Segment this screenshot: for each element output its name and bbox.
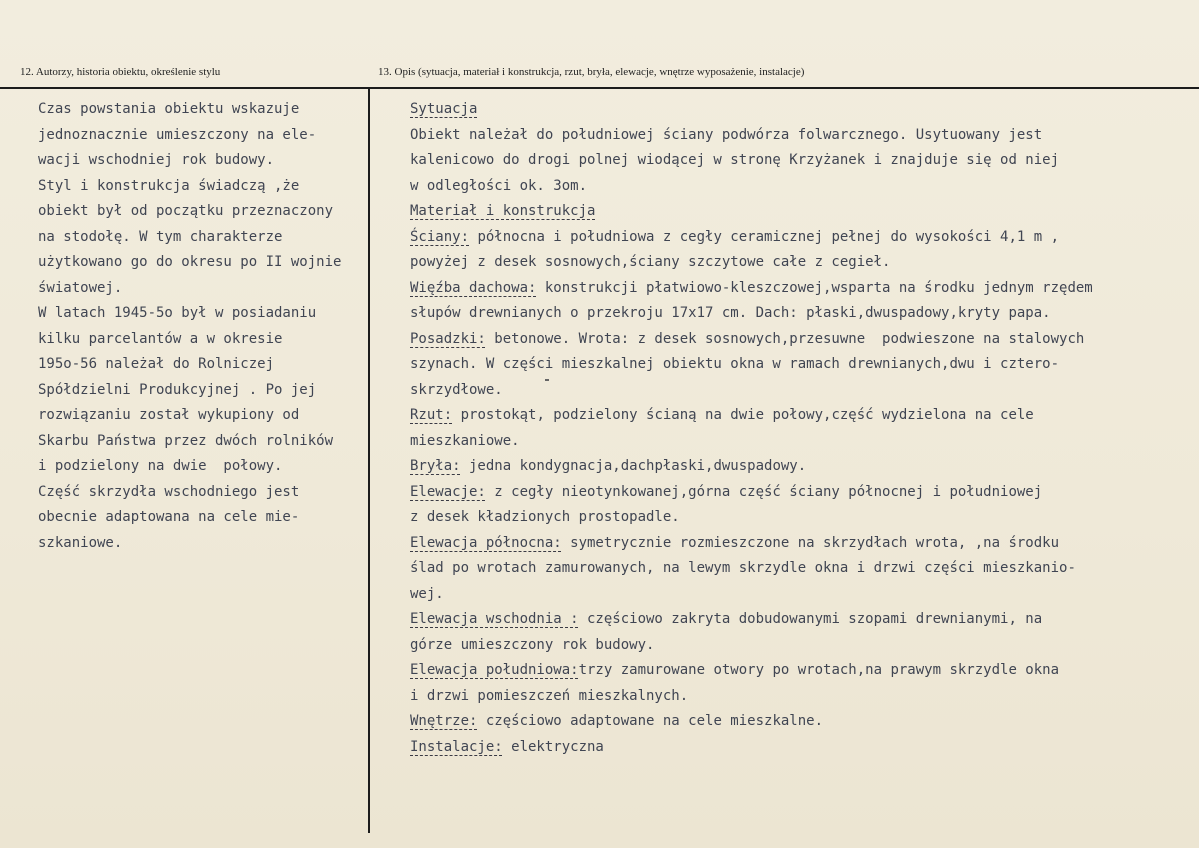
field-text: kalenicowo do drogi polnej wiodącej w stronę Krzyżanek i znajduje się od niej — [410, 152, 1060, 168]
field-label: Sytuacja — [410, 101, 478, 117]
history-line: W latach 1945-5o był w posiadaniu — [38, 305, 317, 321]
description-line — [410, 97, 1093, 123]
description-line — [410, 607, 1093, 633]
history-line: światowej. — [38, 279, 123, 296]
stray-mark — [545, 379, 549, 381]
history-line: Styl i konstrukcja świadczą ,że — [38, 177, 300, 194]
field-text: górze umieszczony rok budowy. — [410, 636, 655, 653]
description-line — [410, 225, 1093, 251]
field-text: Obiekt należał do południowej ściany podwórza folwarcznego. Usytuowany jest — [410, 126, 1043, 143]
description-line — [410, 454, 1093, 480]
field-text: wej. — [410, 585, 444, 602]
description-line — [410, 582, 1093, 608]
section-13-header: 13. Opis (sytuacja, materiał i konstrukcja, rzut, bryła, elewacje, wnętrze wyposażenie, instalacje) — [378, 66, 805, 78]
history-line: wacji wschodniej rok budowy. — [38, 152, 275, 168]
field-text: szynach. W części mieszkalnej obiektu okna w ramach drewnianych,dwu i cztero- — [410, 356, 1060, 372]
history-line: Spółdzielni Produkcyjnej . Po jej — [38, 381, 317, 398]
description-line — [410, 429, 1093, 455]
description-line — [410, 378, 1093, 404]
history-line: na stodołę. W tym charakterze — [38, 228, 283, 245]
description-line — [410, 123, 1093, 149]
description-line — [410, 148, 1093, 174]
description-line — [410, 709, 1093, 735]
field-label: Elewacja północna: — [410, 534, 562, 551]
history-line: obecnie adaptowana na cele mie- — [38, 509, 300, 525]
field-text: betonowe. Wrota: z desek sosnowych,przesuwne podwieszone na stalowych — [485, 330, 1085, 347]
description-line — [410, 403, 1093, 429]
field-label: Posadzki: — [410, 330, 486, 347]
field-text: trzy zamurowane otwory po wrotach,na prawym skrzydle okna — [578, 662, 1060, 678]
field-text: z cegły nieotynkowanej,górna część ściany północnej i południowej — [485, 483, 1043, 500]
description-line — [410, 505, 1093, 531]
field-text: elektryczna — [502, 738, 604, 755]
history-line: 195o-56 należał do Rolniczej — [38, 356, 275, 372]
description-line — [410, 250, 1093, 276]
history-line: kilku parcelantów a w okresie — [38, 330, 283, 347]
history-line: użytkowano go do okresu po II wojnie — [38, 254, 342, 270]
history-line: Skarbu Państwa przez dwóch rolników — [38, 432, 334, 449]
history-line: szkaniowe. — [38, 534, 123, 551]
field-label: Ściany: — [410, 228, 470, 245]
field-label: Elewacje: — [410, 483, 486, 500]
history-line: i podzielony na dwie połowy. — [38, 458, 283, 474]
description-line — [410, 658, 1093, 684]
field-text: prostokąt, podzielony ścianą na dwie połowy,część wydzielona na cele — [452, 407, 1034, 423]
field-label: Elewacja południowa: — [410, 662, 579, 678]
field-text: częściowo zakryta dobudowanymi szopami drewnianymi, na — [578, 611, 1043, 627]
field-text: konstrukcji płatwiowo-kleszczowej,wsparta na środku jednym rzędem — [536, 279, 1093, 296]
section-12-header: 12. Autorzy, historia obiektu, określenie stylu — [20, 66, 221, 78]
description-line — [410, 480, 1093, 506]
history-line: Czas powstania obiektu wskazuje — [38, 101, 300, 117]
field-text: częściowo adaptowane na cele mieszkalne. — [477, 713, 824, 729]
field-text: słupów drewnianych o przekroju 17x17 cm. Dach: płaski,dwuspadowy,kryty papa. — [410, 305, 1051, 321]
field-label: Materiał i konstrukcja — [410, 203, 596, 219]
history-line: rozwiązaniu został wykupiony od — [38, 407, 300, 423]
vertical-rule — [368, 87, 370, 833]
field-label: Instalacje: — [410, 738, 503, 755]
field-label: Bryła: — [410, 458, 461, 474]
field-text: skrzydłowe. — [410, 381, 503, 398]
field-text: z desek kładzionych prostopadle. — [410, 509, 680, 525]
description-line — [410, 684, 1093, 710]
field-text: powyżej z desek sosnowych,ściany szczytowe całe z cegieł. — [410, 254, 891, 270]
field-text: i drzwi pomieszczeń mieszkalnych. — [410, 687, 689, 704]
horizontal-rule — [0, 87, 1199, 89]
history-column — [38, 97, 341, 556]
description-line — [410, 174, 1093, 200]
field-label: Wnętrze: — [410, 713, 478, 729]
field-text: w odległości ok. 3om. — [410, 177, 588, 194]
description-line — [410, 301, 1093, 327]
field-text: mieszkaniowe. — [410, 432, 520, 449]
field-text: jedna kondygnacja,dachpłaski,dwuspadowy. — [460, 458, 807, 474]
description-line — [410, 556, 1093, 582]
description-line — [410, 735, 1093, 761]
field-text: północna i południowa z cegły ceramicznej pełnej do wysokości 4,1 m , — [469, 228, 1060, 245]
field-text: ślad po wrotach zamurowanych, na lewym skrzydle okna i drzwi części mieszkanio- — [410, 560, 1076, 576]
field-text: symetrycznie rozmieszczone na skrzydłach wrota, ,na środku — [561, 534, 1060, 551]
field-label: Więźba dachowa: — [410, 279, 537, 296]
field-label: Elewacja wschodnia : — [410, 611, 579, 627]
field-label: Rzut: — [410, 407, 453, 423]
description-line — [410, 633, 1093, 659]
history-line: jednoznacznie umieszczony na ele- — [38, 126, 317, 143]
history-line: Część skrzydła wschodniego jest — [38, 483, 300, 500]
description-line — [410, 327, 1093, 353]
history-line: obiekt był od początku przeznaczony — [38, 203, 334, 219]
description-line — [410, 531, 1093, 557]
description-line — [410, 199, 1093, 225]
description-line — [410, 276, 1093, 302]
description-column — [410, 97, 1093, 760]
description-line — [410, 352, 1093, 378]
